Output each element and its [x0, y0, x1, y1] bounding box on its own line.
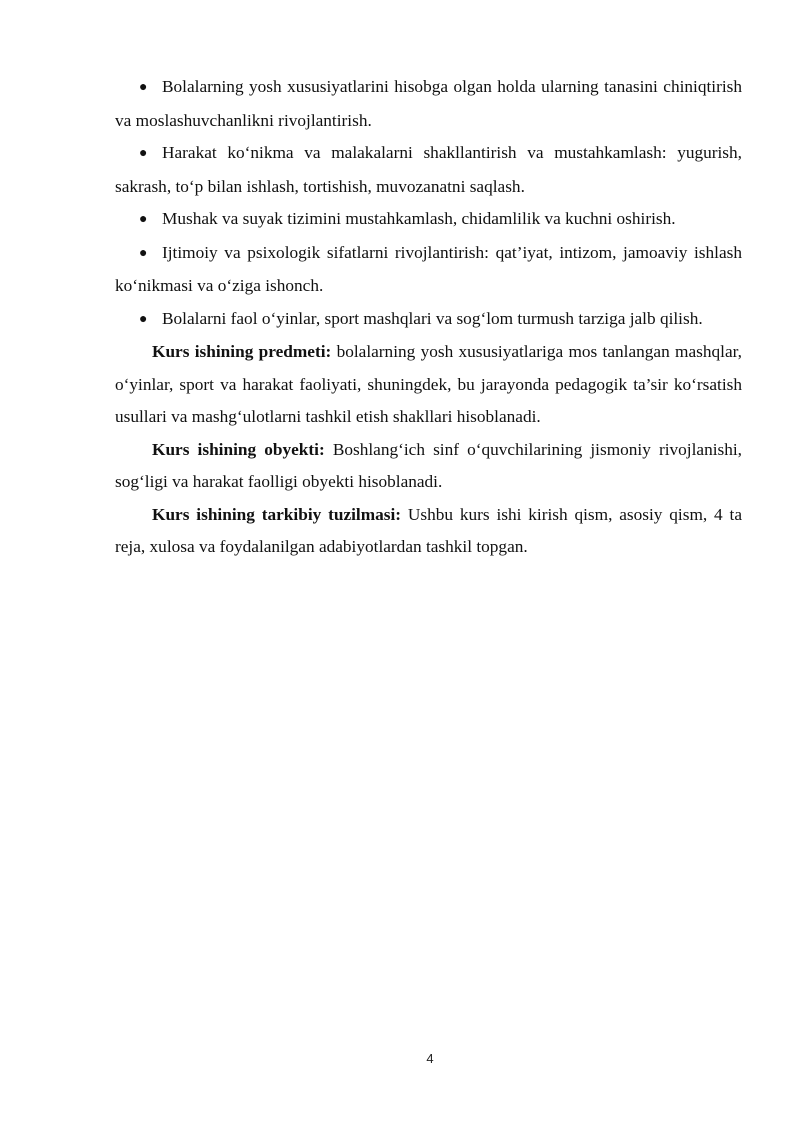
structure-text: Ushbu kurs ishi kirish qism, asosiy qism, 4 ta reja, xulosa va foydalanilgan adabiyotlardan tashkil topgan.	[115, 504, 743, 556]
bullet-text: Bolalarni faol o‘yinlar, sport mashqlari va sog‘lom turmush tarziga jalb qilish.	[162, 308, 703, 328]
bullet-item	[115, 203, 742, 237]
bullet-icon: ●	[139, 146, 148, 161]
bullet-text: Bolalarning yosh xususiyatlarini hisobga olgan holda ularning tanasini chiniqtirish va moslashuvchanlikni rivojlantirish.	[115, 77, 742, 130]
object-paragraph	[115, 434, 742, 499]
bullet-item	[115, 303, 742, 337]
bullet-text: Harakat ko‘nikma va malakalarni shakllantirish va mustahkamlash: yugurish, sakrash, to‘p bilan ishlash, tortishish, muvozanatni saqlash.	[115, 143, 742, 196]
bullet-icon: ●	[139, 80, 148, 95]
subject-paragraph	[115, 336, 742, 434]
bullet-item	[115, 137, 742, 203]
bullet-text: Mushak va suyak tizimini mustahkamlash, chidamlilik va kuchni oshirish.	[162, 209, 676, 228]
page-number: 4	[426, 1051, 434, 1066]
object-text: Boshlang‘ich sinf o‘quvchilarining jismoniy rivojlanishi, sog‘ligi va harakat faolligi obyekti hisoblanadi.	[115, 439, 742, 491]
bullet-icon: ●	[139, 245, 148, 261]
bullet-item	[115, 71, 742, 137]
bullet-text: Ijtimoiy va psixologik sifatlarni rivojlantirish: qat’iyat, intizom, jamoaviy ishlash ko‘nikmasi va o‘ziga ishonch.	[115, 242, 742, 295]
subject-text: bolalarning yosh xususiyatlariga mos tanlangan mashqlar, o‘yinlar, sport va harakat faoliyati, shuningdek, bu jarayonda pedagogik ta’sir ko‘rsatish usullari va mashg‘ulotlarni tashkil etish shakllari hisoblanadi.	[115, 342, 742, 426]
structure-paragraph	[115, 499, 742, 564]
bullet-item	[115, 237, 742, 303]
structure-label: Kurs ishining tarkibiy tuzilmasi:	[152, 504, 402, 524]
bullet-icon: ●	[139, 311, 148, 327]
object-label: Kurs ishining obyekti:	[152, 439, 325, 459]
bullet-icon: ●	[139, 212, 148, 227]
subject-label: Kurs ishining predmeti:	[152, 342, 332, 361]
page-content	[115, 71, 742, 564]
